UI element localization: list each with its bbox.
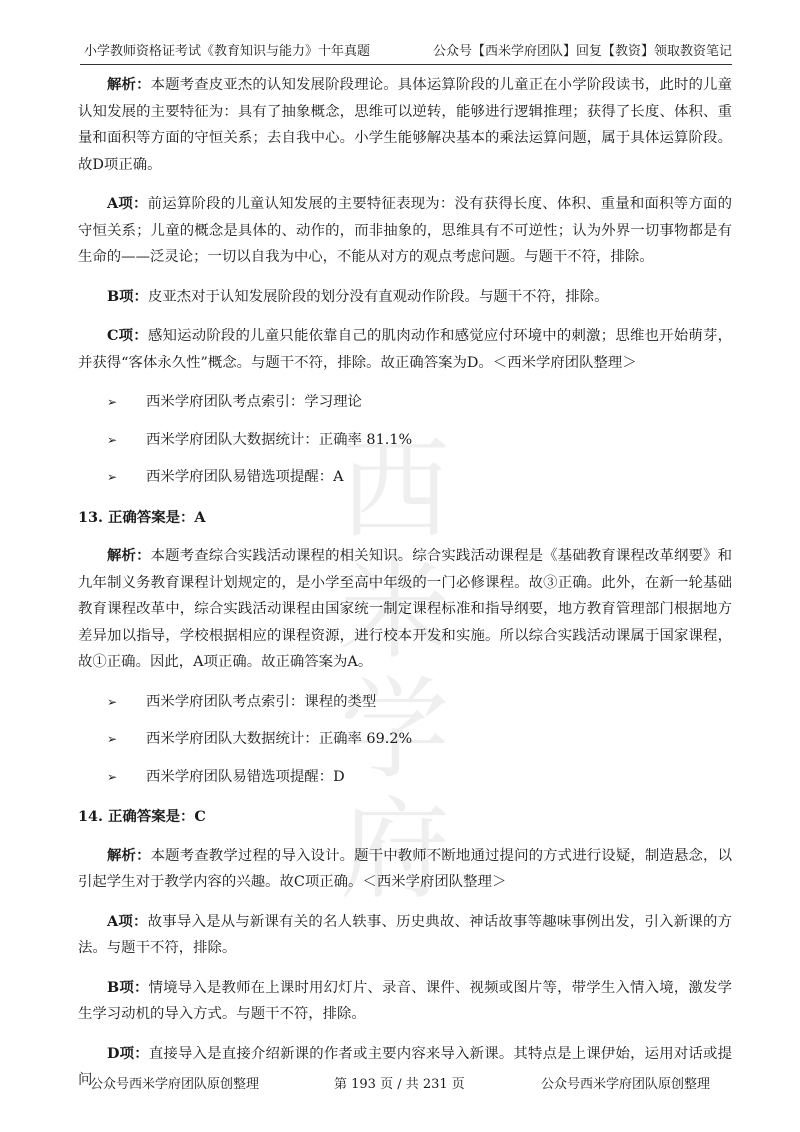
list-item: ➢ 西米学府团队考点索引：课程的类型: [78, 689, 732, 716]
analysis-label: 解析：: [107, 846, 151, 864]
footer-left: 公众号西米学府团队原创整理: [90, 1077, 260, 1092]
watermark: 西米学府: [340, 426, 456, 914]
q12-option-b: [78, 284, 732, 311]
q14-analysis: [78, 843, 732, 896]
option-text: 情境导入是教师在上课时用幻灯片、录音、课件、视频或图片等，带学生入情入境，激发学生学习动机的导入方式。与题干不符，排除。: [78, 979, 732, 1022]
option-label: C项：: [107, 327, 148, 344]
arrow-bullet-icon: ➢: [107, 694, 118, 709]
footer-right: 公众号西米学府团队原创整理: [540, 1077, 710, 1092]
analysis-text: 本题考查皮亚杰的认知发展阶段理论。具体运算阶段的儿童正在小学阶段读书，此时的儿童认知发展的主要特征为：具有了抽象概念，思维可以逆转，能够进行逻辑推理；获得了长度、体积、重量和面积等方面的守恒关系；去自我中心。小学生能够解决基本的乘法运算问题，属于具体运算阶段。故D项正确。: [78, 77, 732, 173]
option-text: 故事导入是从与新课有关的名人轶事、历史典故、神话故事等趣味事例出发，引入新课的方法。与题干不符，排除。: [78, 913, 732, 956]
arrow-bullet-icon: ➢: [107, 732, 118, 746]
analysis-label: 解析：: [107, 547, 151, 564]
option-text: 直接导入是直接介绍新课的作者或主要内容来导入新课。其特点是上课伊始，运用对话或提问: [78, 1045, 732, 1088]
list-item: ➢ 西米学府团队易错选项提醒：D: [78, 764, 732, 791]
option-label: A项：: [107, 912, 148, 930]
arrow-bullet-icon: ➢: [107, 769, 118, 784]
page-header: [80, 40, 732, 65]
list-item: ➢ 西米学府团队考点索引：学习理论: [78, 389, 732, 416]
analysis-text: 本题考查综合实践活动课程的相关知识。综合实践活动课程是《基础教育课程改革纲要》和九年制义务教育课程计划规定的，是小学至高中年级的一门必修课程。故③正确。此外，在新一轮基础教育课程改革中，综合实践活动课程由国家统一制定课程标准和指导纲要，地方教育管理部门根据地方差异加以指导，学校根据相应的课程资源，进行校本开发和实施。所以综合实践活动课属于国家课程，故①正确。因此，A项正确。故正确答案为A。: [78, 548, 732, 670]
q14-heading: 14. 正确答案是：C: [78, 808, 206, 825]
page-content: [78, 72, 732, 1107]
list-item: ➢ 西米学府团队大数据统计：正确率 81.1%: [78, 427, 732, 454]
q13-heading: 13. 正确答案是：A: [78, 508, 206, 526]
analysis-label: 解析：: [107, 76, 151, 93]
option-label: B项：: [107, 287, 148, 305]
option-label: D项：: [107, 1044, 149, 1062]
arrow-bullet-icon: ➢: [107, 395, 118, 409]
header-promo: 公众号【西米学府团队】回复【教资】领取教资笔记: [432, 44, 732, 59]
option-text: 感知运动阶段的儿童只能依靠自己的肌肉动作和感觉应付环境中的刺激；思维也开始萌芽，并获得“客体永久性”概念。与题干不符，排除。故正确答案为D。＜西米学府团队整理＞: [78, 328, 732, 371]
page-number: 第 193 页 / 共 231 页: [334, 1077, 465, 1092]
q13-analysis: [78, 543, 732, 676]
q14-option-b: [78, 975, 732, 1028]
analysis-text: 本题考查教学过程的导入设计。题干中教师不断地通过提问的方式进行设疑，制造悬念，以引起学生对于教学内容的兴趣。故C项正确。＜西米学府团队整理＞: [78, 847, 732, 890]
list-item: ➢ 西米学府团队易错选项提醒：A: [78, 464, 732, 491]
header-title: 小学教师资格证考试《教育知识与能力》十年真题: [84, 44, 371, 59]
arrow-bullet-icon: ➢: [107, 432, 118, 447]
q12-option-a: [78, 191, 732, 271]
option-text: 前运算阶段的儿童认知发展的主要特征表现为：没有获得长度、体积、重量和面积等方面的守恒关系；儿童的概念是具体的、动作的，而非抽象的，思维具有不可逆性；认为外界一切事物都是有生命的——泛灵论；一切以自我为中心，不能从对方的观点考虑问题。与题干不符，排除。: [78, 196, 732, 265]
list-item: ➢ 西米学府团队大数据统计：正确率 69.2%: [78, 726, 732, 753]
option-text: 皮亚杰对于认知发展阶段的划分没有直观动作阶段。与题干不符，排除。: [147, 288, 609, 305]
q12-analysis: [78, 72, 732, 178]
option-label: A项：: [107, 195, 148, 212]
q12-option-c: [78, 323, 732, 376]
arrow-bullet-icon: ➢: [107, 470, 118, 484]
q14-option-a: [78, 909, 732, 962]
option-label: B项：: [107, 978, 149, 996]
